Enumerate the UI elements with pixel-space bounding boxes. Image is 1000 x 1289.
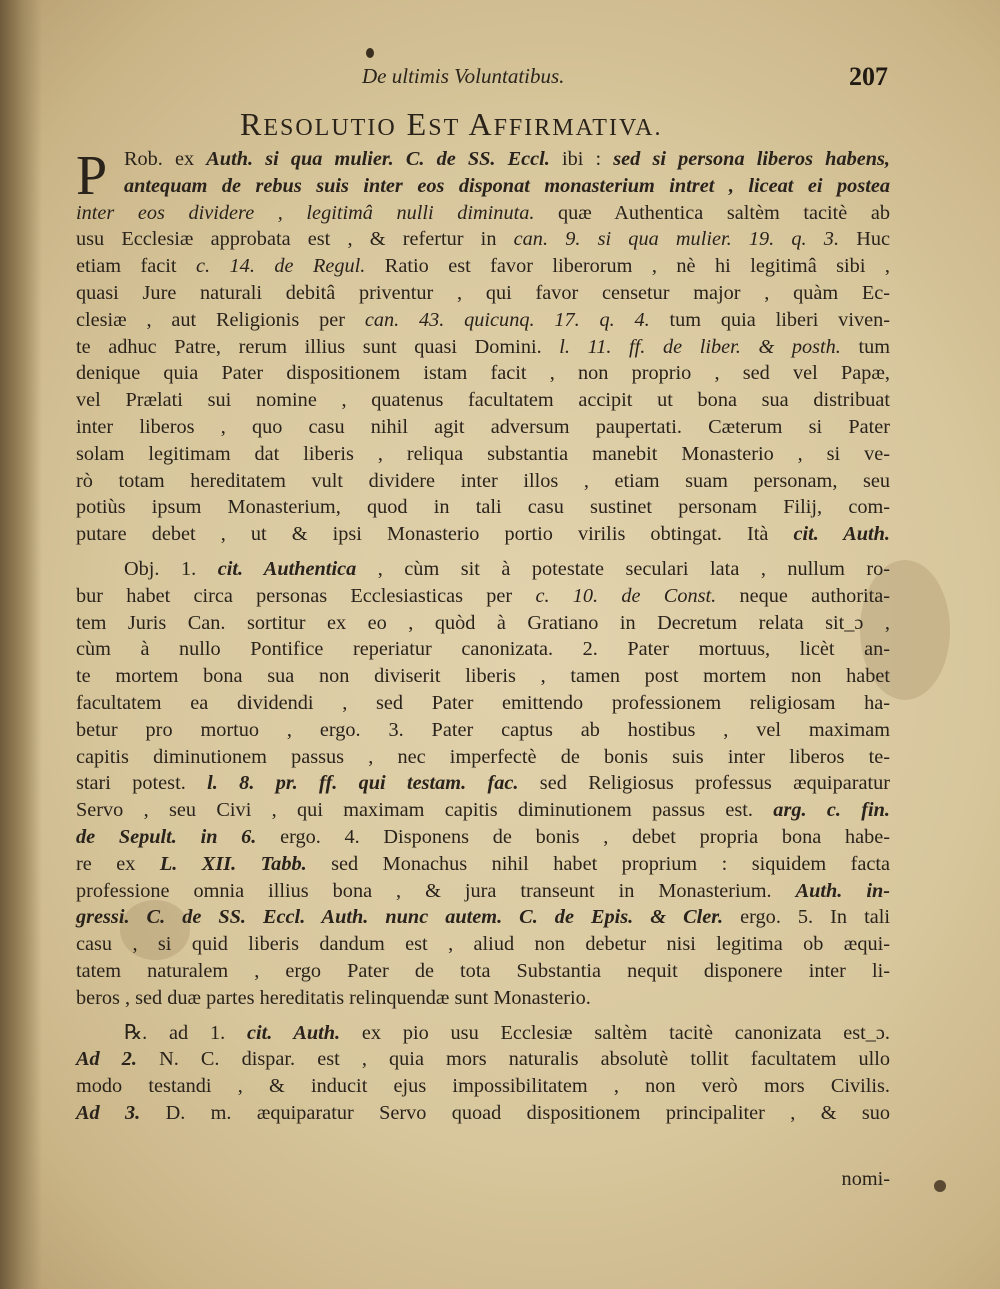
text-line: modo testandi , & inducit ejus impossibilitatem , non verò mors Civilis.	[76, 1075, 890, 1098]
text-line: denique quia Pater dispositionem istam facit , non proprio , sed vel Papæ,	[76, 362, 890, 385]
text-line: putare debet , ut & ipsi Monasterio portio virilis obtingat. Ità cit. Auth.	[76, 523, 890, 546]
heading-initial: R	[240, 106, 264, 142]
text-line: potiùs ipsum Monasterium, quod in tali casu sustinet personam Filij, com-	[76, 496, 890, 519]
page-number: 207	[849, 62, 888, 91]
text-line: capitis diminutionem passus , nec imperfectè de bonis suis inter liberos te-	[76, 745, 890, 768]
page-header	[362, 62, 892, 96]
text-line: te mortem bona sua non diviserit liberis , tamen post mortem non habet	[76, 665, 890, 688]
text-line: de Sepult. in 6. ergo. 4. Disponens de bonis , debet propria bona habe-	[76, 825, 890, 848]
text-line: facultatem ea dividendi , sed Pater emittendo professionem religiosam ha-	[76, 691, 890, 714]
text-line: inter eos dividere , legitimâ nulli diminuta. quæ Authentica saltèm tacitè ab	[76, 201, 890, 224]
text-line: solam legitimam dat liberis , reliqua substantia manebit Monasterio , si ve-	[76, 442, 890, 465]
heading-word: ST	[428, 115, 461, 141]
body-text	[76, 146, 890, 1127]
text-line: re ex L. XII. Tabb. sed Monachus nihil habet proprium : siquidem facta	[76, 852, 890, 875]
heading-word: FFIRMATIVA.	[493, 115, 663, 141]
text-line: bur habet circa personas Ecclesiasticas per c. 10. de Const. neque authorita-	[76, 584, 891, 607]
text-line: vel Prælati sui nomine , quatenus facultatem accipit ut bona sua distribuat	[76, 389, 890, 412]
section-heading	[240, 106, 740, 143]
text-line: gressi. C. de SS. Eccl. Auth. nunc autem. C. de Epis. & Cler. ergo. 5. In tali	[76, 906, 890, 929]
drop-capital: P	[76, 145, 108, 207]
heading-word: ESOLUTIO	[263, 115, 397, 141]
text-line: Ad 3. D. m. æquiparatur Servo quoad dispositionem principaliter , & suo	[76, 1101, 890, 1124]
binding-gutter	[0, 0, 42, 1289]
text-line: betur pro mortuo , ergo. 3. Pater captus ab hostibus , vel maximam	[76, 718, 890, 741]
text-line: Obj. 1. cit. Authentica , cùm sit à potestate seculari lata , nullum ro-	[124, 557, 891, 580]
text-line: ℞. ad 1. cit. Auth. ex pio usu Ecclesiæ saltèm tacitè canonizata est_ɔ.	[124, 1021, 890, 1044]
text-line: inter liberos , quo casu nihil agit adversum paupertati. Cæterum si Pater	[76, 415, 890, 438]
text-line: tatem naturalem , ergo Pater de tota Substantia nequit disponere inter li-	[76, 959, 890, 982]
heading-initial: E	[406, 106, 429, 142]
text-line: etiam facit c. 14. de Regul. Ratio est favor liberorum , nè hi legitimâ sibi ,	[76, 255, 890, 278]
text-line: stari potest. l. 8. pr. ff. qui testam. fac. sed Religiosus professus æquiparatur	[76, 772, 890, 795]
running-title: De ultimis Voluntatibus.	[362, 64, 565, 88]
text-line: antequam de rebus suis inter eos disponat monasterium intret , liceat ei postea	[124, 174, 890, 197]
text-line: professione omnia illius bona , & jura transeunt in Monasterium. Auth. in-	[76, 879, 891, 902]
text-line: Ad 2. N. C. dispar. est , quia mors naturalis absolutè tollit facultatem ullo	[76, 1048, 890, 1071]
text-line: casu , si quid liberis dandum est , aliud non debetur nisi legitima ob æqui-	[76, 933, 890, 956]
text-line: Rob. ex Auth. si qua mulier. C. de SS. Eccl. ibi : sed si persona liberos habens,	[124, 148, 890, 170]
text-line: tem Juris Can. sortitur ex eo , quòd à Gratiano in Decretum relata sit_ɔ ,	[76, 611, 890, 634]
text-line: beros , sed duæ partes hereditatis relinquendæ sunt Monasterio.	[76, 986, 591, 1009]
text-line: Servo , seu Civi , qui maximam capitis diminutionem passus est. arg. c. fin.	[76, 799, 890, 822]
catchword: nomi-	[841, 1168, 890, 1190]
text-line: usu Ecclesiæ approbata est , & refertur in can. 9. si qua mulier. 19. q. 3. Huc	[76, 228, 890, 251]
text-line: clesiæ , aut Religionis per can. 43. quicunq. 17. q. 4. tum quia liberi viven-	[76, 308, 890, 331]
ink-speck	[366, 48, 374, 58]
text-line: te adhuc Patre, rerum illius sunt quasi Domini. l. 11. ff. de liber. & posth. tum	[76, 335, 890, 358]
ink-speck	[934, 1180, 946, 1192]
heading-initial: A	[468, 106, 494, 142]
text-line: cùm à nullo Pontifice reperiatur canonizata. 2. Pater mortuus, licèt an-	[76, 638, 890, 661]
text-line: quasi Jure naturali debitâ priventur , qui favor censetur major , quàm Ec-	[76, 281, 890, 304]
text-line: rò totam hereditatem vult dividere inter illos , etiam suam personam, seu	[76, 469, 890, 492]
